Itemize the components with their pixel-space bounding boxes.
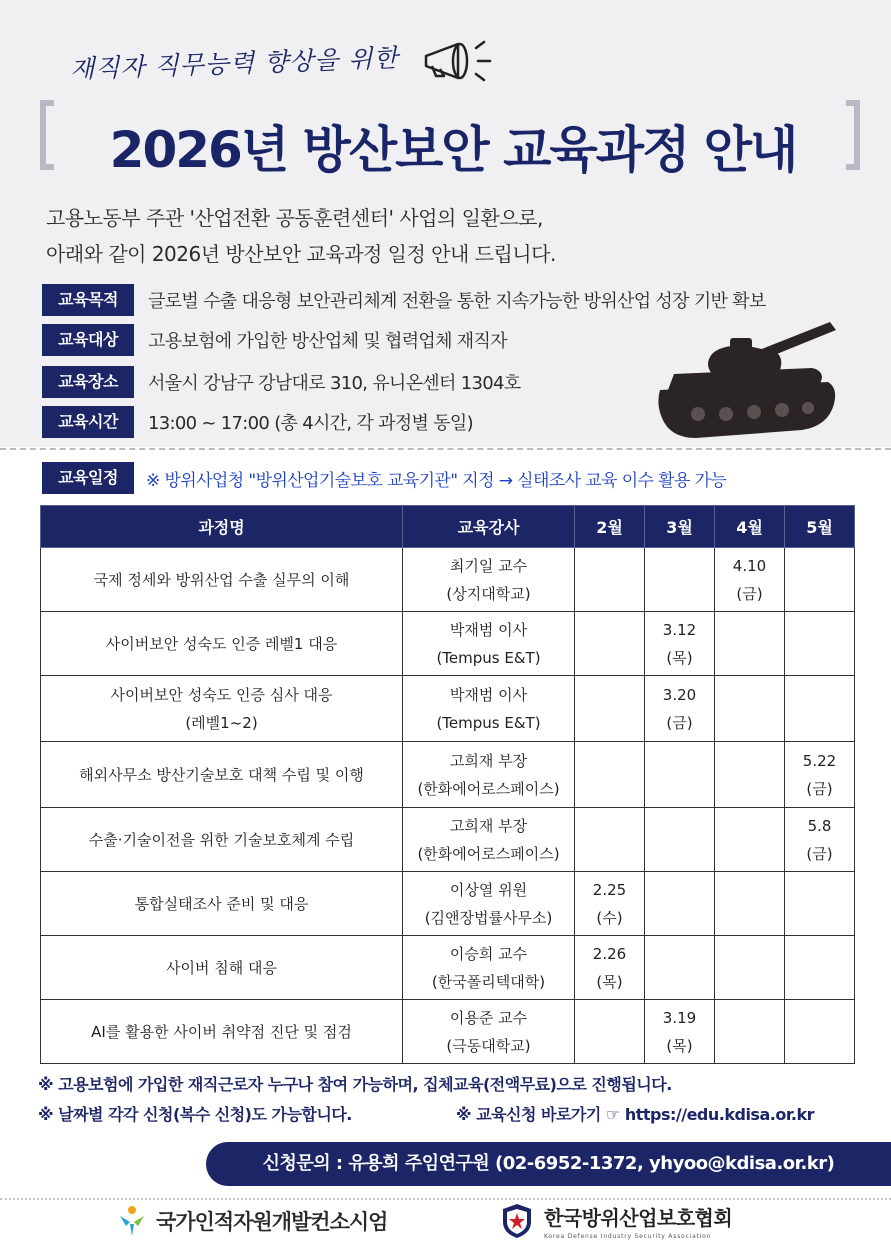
schedule-tag: 교육일정 <box>42 462 134 494</box>
title-bracket-left <box>40 100 54 170</box>
schedule-table <box>40 505 855 1064</box>
feb-date-cell <box>575 676 645 742</box>
info-row-target <box>42 324 507 356</box>
feb-date-cell <box>575 612 645 676</box>
course-cell: 수출·기술이전을 위한 기술보호체계 수립 <box>41 808 403 872</box>
course-cell: 국제 정세와 방위산업 수출 실무의 이해 <box>41 548 403 612</box>
may-date-cell <box>785 872 855 936</box>
table-row <box>41 1000 855 1064</box>
megaphone-icon <box>418 34 498 84</box>
info-value-purpose: 글로벌 수출 대응형 보안관리체계 전환을 통한 지속가능한 방위산업 성장 기반 확보 <box>148 291 766 312</box>
apr-date-cell <box>715 676 785 742</box>
mar-date-cell <box>645 808 715 872</box>
feb-date-cell <box>575 742 645 808</box>
apr-date-cell <box>715 1000 785 1064</box>
mar-date-cell <box>645 872 715 936</box>
course-cell: 통합실태조사 준비 및 대응 <box>41 872 403 936</box>
apr-date-cell <box>715 872 785 936</box>
instructor-cell: 최기일 교수 (상지대학교) <box>403 548 575 612</box>
feb-date-cell: 2.26 (목) <box>575 936 645 1000</box>
instructor-cell: 이승희 교수 (한국폴리텍대학) <box>403 936 575 1000</box>
info-tag-time: 교육시간 <box>42 406 134 438</box>
header-may: 5월 <box>785 506 855 548</box>
instructor-cell: 고희재 부장 (한화에어로스페이스) <box>403 742 575 808</box>
table-header-row <box>41 506 855 548</box>
schedule-header <box>42 462 726 494</box>
may-date-cell <box>785 1000 855 1064</box>
table-row <box>41 742 855 808</box>
course-cell: 해외사무소 방산기술보호 대책 수립 및 이행 <box>41 742 403 808</box>
tank-icon <box>652 318 842 443</box>
mar-date-cell <box>645 548 715 612</box>
apr-date-cell: 4.10 (금) <box>715 548 785 612</box>
intro-text <box>46 200 556 272</box>
apr-date-cell <box>715 742 785 808</box>
may-date-cell <box>785 548 855 612</box>
info-row-location <box>42 366 520 398</box>
footer-divider <box>0 1198 891 1200</box>
mar-date-cell <box>645 936 715 1000</box>
consortium-logo-icon <box>116 1204 148 1238</box>
contact-banner: 신청문의 : 유용희 주임연구원 (02-6952-1372, yhyoo@kdisa.or.kr) <box>206 1142 891 1186</box>
mar-date-cell: 3.12 (목) <box>645 612 715 676</box>
mar-date-cell <box>645 742 715 808</box>
header-subtitle: 재직자 직무능력 향상을 위한 <box>69 43 400 84</box>
instructor-cell: 박재범 이사 (Tempus E&T) <box>403 676 575 742</box>
course-cell: 사이버보안 성숙도 인증 레벨1 대응 <box>41 612 403 676</box>
apr-date-cell <box>715 936 785 1000</box>
note-multiple: ※ 날짜별 각각 신청(복수 신청)도 가능합니다. <box>38 1105 352 1124</box>
table-row <box>41 612 855 676</box>
apr-date-cell <box>715 612 785 676</box>
may-date-cell: 5.22 (금) <box>785 742 855 808</box>
may-date-cell <box>785 612 855 676</box>
header-feb: 2월 <box>575 506 645 548</box>
feb-date-cell <box>575 1000 645 1064</box>
consortium-name: 국가인적자원개발컨소시엄 <box>156 1210 388 1234</box>
info-tag-purpose: 교육목적 <box>42 284 134 316</box>
info-value-location: 서울시 강남구 강남대로 310, 유니온센터 1304호 <box>148 373 521 394</box>
info-row-purpose <box>42 284 766 316</box>
table-row <box>41 872 855 936</box>
info-tag-location: 교육장소 <box>42 366 134 398</box>
may-date-cell: 5.8 (금) <box>785 808 855 872</box>
note-apply-link[interactable]: ※ 교육신청 바로가기 ☞ https://edu.kdisa.or.kr <box>456 1105 815 1124</box>
info-row-time <box>42 406 473 438</box>
instructor-cell: 이상열 위원 (김앤장법률사무소) <box>403 872 575 936</box>
instructor-cell: 고희재 부장 (한화에어로스페이스) <box>403 808 575 872</box>
feb-date-cell <box>575 808 645 872</box>
may-date-cell <box>785 936 855 1000</box>
intro-line-2: 아래와 같이 2026년 방산보안 교육과정 일정 안내 드립니다. <box>46 242 556 266</box>
header-mar: 3월 <box>645 506 715 548</box>
kdisa-name-ko: 한국방위산업보호협회 <box>544 1206 733 1230</box>
logo-kdisa <box>500 1202 732 1240</box>
course-cell: AI를 활용한 사이버 취약점 진단 및 점검 <box>41 1000 403 1064</box>
header-instructor: 교육강사 <box>403 506 575 548</box>
info-value-time: 13:00 ~ 17:00 (총 4시간, 각 과정별 동일) <box>148 413 473 434</box>
mar-date-cell: 3.20 (금) <box>645 676 715 742</box>
instructor-cell: 이용준 교수 (극동대학교) <box>403 1000 575 1064</box>
header-apr: 4월 <box>715 506 785 548</box>
instructor-cell: 박재범 이사 (Tempus E&T) <box>403 612 575 676</box>
kdisa-shield-icon <box>500 1202 534 1240</box>
feb-date-cell: 2.25 (수) <box>575 872 645 936</box>
course-cell: 사이버보안 성숙도 인증 심사 대응 (레벨1~2) <box>41 676 403 742</box>
may-date-cell <box>785 676 855 742</box>
course-cell: 사이버 침해 대응 <box>41 936 403 1000</box>
table-row <box>41 676 855 742</box>
kdisa-name-en: Korea Defense Industry Security Association <box>544 1233 712 1240</box>
page-title: 2026년 방산보안 교육과정 안내 <box>109 121 797 179</box>
note-eligibility: ※ 고용보험에 가입한 재직근로자 누구나 참여 가능하며, 집체교육(전액무료)으로 진행됩니다. <box>38 1075 672 1094</box>
section-divider <box>0 448 891 450</box>
table-row <box>41 548 855 612</box>
apr-date-cell <box>715 808 785 872</box>
title-bracket-right <box>846 100 860 170</box>
info-tag-target: 교육대상 <box>42 324 134 356</box>
table-row <box>41 936 855 1000</box>
info-value-target: 고용보험에 가입한 방산업체 및 협력업체 재직자 <box>148 331 507 352</box>
intro-line-1: 고용노동부 주관 '산업전환 공동훈련센터' 사업의 일환으로, <box>46 206 543 230</box>
header-course: 과정명 <box>41 506 403 548</box>
table-row <box>41 808 855 872</box>
logo-consortium <box>116 1204 387 1238</box>
mar-date-cell: 3.19 (목) <box>645 1000 715 1064</box>
schedule-note: ※ 방위사업청 "방위산업기술보호 교육기관" 지정 → 실태조사 교육 이수 활용 가능 <box>146 470 727 491</box>
feb-date-cell <box>575 548 645 612</box>
